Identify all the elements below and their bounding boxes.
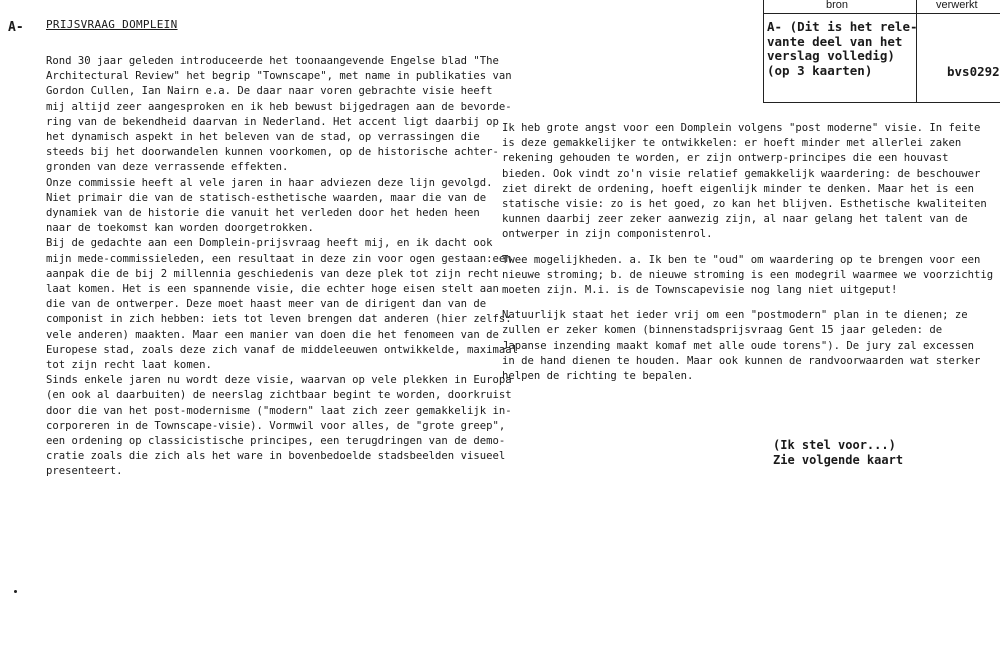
text-line: cratie zoals die zich als het ware in bovenbedoelde stadsbeelden visueel [46,450,506,463]
text-line: presenteert. [46,465,123,478]
text-line: corporeren in de Townscape-visie). Vormwil voor alles, de "grote greep", [46,419,506,432]
text-line: aanpak die de bij 2 millennia geschiedenis van deze plek tot zijn recht [46,267,499,280]
stamp-source-line: verslag volledig) [767,48,895,63]
text-line: vele anderen) maakten. Maar een manier van doen die het fenomeen van de [46,328,499,341]
text-line: (en ook al daarbuiten) de neerslag zichtbaar begint te worden, doorkruist [46,389,512,402]
text-line: bieden. Ook vindt zo'n visie relatief gemakkelijk waardering: de beschouwer [502,167,981,180]
text-line: steeds bij het doorwandelen kunnen voorkomen, op de historische achter- [46,146,499,159]
text-line: zullen er zeker komen (binnenstadsprijsvraag Gent 15 jaar geleden: de [502,324,943,337]
text-line: Twee mogelijkheden. a. Ik ben te "oud" om waardering op te brengen voor een [502,253,981,266]
text-line: ring van de bekendheid daarvan in Nederland. Het accent ligt daarbij op [46,115,499,128]
page-speck [14,590,17,593]
text-line: Rond 30 jaar geleden introduceerde het toonaangevende Engelse blad "The [46,55,499,67]
text-line: dynamiek van de historie die vanuit het verleden door het heden heen [46,207,480,220]
closing-line-2: Zie volgende kaart [773,453,904,467]
text-line: statische visie: zo is het goed, zo kan het blijven. Esthetische kwaliteiten [502,198,987,211]
text-line: Japanse inzending maakt komaf met alle oude torens"). De jury zal excessen [502,339,974,352]
stamp-source-text [767,20,918,78]
stamp-header [764,0,1000,14]
text-line: laat komen. Het is een spannende visie, die echter hoge eisen stelt aan [46,283,499,296]
text-line: helpen de richting te bepalen. [502,370,694,383]
section-marker: A- [8,20,24,35]
text-line: Ik heb grote angst voor een Domplein volgens "post moderne" visie. In feite [502,122,981,134]
text-line: Europese stad, zoals deze zich vanaf de middeleeuwen ontwikkelde, maximaal [46,343,518,356]
text-line: Natuurlijk staat het ieder vrij om een "postmodern" plan in te dienen; ze [502,309,968,322]
text-line: moeten zijn. M.i. is de Townscapevisie nog lang niet uitgeput! [502,284,898,297]
text-line: gronden van deze verrassende effekten. [46,161,289,174]
text-line: mijn mede-commissieleden, een resultaat in deze zin voor ogen gestaan:een [46,252,512,265]
document-heading: PRIJSVRAAG DOMPLEIN [46,18,178,31]
text-line: Niet primair die van de statisch-esthetische waarden, maar die van de [46,191,487,204]
paragraph-mogelijkheden [502,253,993,299]
stamp-source-line: A- (Dit is het rele- [767,19,918,34]
stamp-source-line: vante deel van het [767,33,903,49]
text-line: ziet direkt de ordening, hoeft eigenlijk minder te denken. Maar het is een [502,182,974,195]
text-line: rekening gehouden te worden, er zijn ontwerp-principes die een houvast [502,152,949,165]
text-line: naar de toekomst kan worden doorgetrokken. [46,222,314,235]
text-line: nieuwe stroming; b. de nieuwe stroming is een modegril waarmee we voorzichtig [502,268,994,281]
paragraph-natuurlijk [502,308,993,384]
stamp-header-source: bron [826,0,849,11]
text-line: Sinds enkele jaren nu wordt deze visie, waarvan op vele plekken in Europa [46,374,512,387]
text-line: het dynamisch aspekt in het beleven van de stad, op verrassingen die [46,131,480,144]
paragraph-angst [502,121,993,243]
left-text-column [46,54,518,480]
text-line: een ordening op classicistische principes, een terugdringen van de demo- [46,435,506,448]
text-line: mij altijd zeer aangesproken en ik heb bewust bijgedragen aan de bevorde- [46,100,512,113]
text-line: is deze gemakkelijker te ontwikkelen: er hoeft minder met allerlei zaken [502,137,962,150]
text-line: Bij de gedachte aan een Domplein-prijsvraag heeft mij, en ik dacht ook [46,237,493,250]
stamp-header-processed: verwerkt [936,0,978,11]
stamp-source-line: (op 3 kaarten) [767,62,873,78]
text-line: Gordon Cullen, Ian Nairn e.a. De daar naar voren gebrachte visie heeft [46,85,493,98]
text-line: door die van het post-modernisme ("modern" laat zich zeer gemakkelijk in- [46,404,512,417]
text-line: Architectural Review" het begrip "Townscape", met name in publikaties van [46,70,512,83]
text-line: Onze commissie heeft al vele jaren in haar adviezen deze lijn gevolgd. [46,176,493,189]
closing-line-1: (Ik stel voor...) [773,438,896,452]
right-text-column [502,121,993,384]
text-line: componist in zich hebben: iets tot leven brengen dat anderen (hier zelfs: [46,313,512,326]
stamp-reference-code: bvs0292 [947,64,1000,79]
text-line: tot zijn recht laat komen. [46,359,212,372]
archive-stamp-box [763,0,1000,103]
text-line: die van de ontwerper. Deze moet haast meer van de dirigent dan van de [46,298,487,311]
closing-note [773,438,903,468]
text-line: in de hand dienen te houden. Maar ook kunnen de randvoorwaarden wat sterker [502,354,981,367]
text-line: ontwerper in zijn componistenrol. [502,228,713,241]
text-line: kunnen daarbij zeer zeker aanwezig zijn, al naar gelang het talent van de [502,213,968,226]
